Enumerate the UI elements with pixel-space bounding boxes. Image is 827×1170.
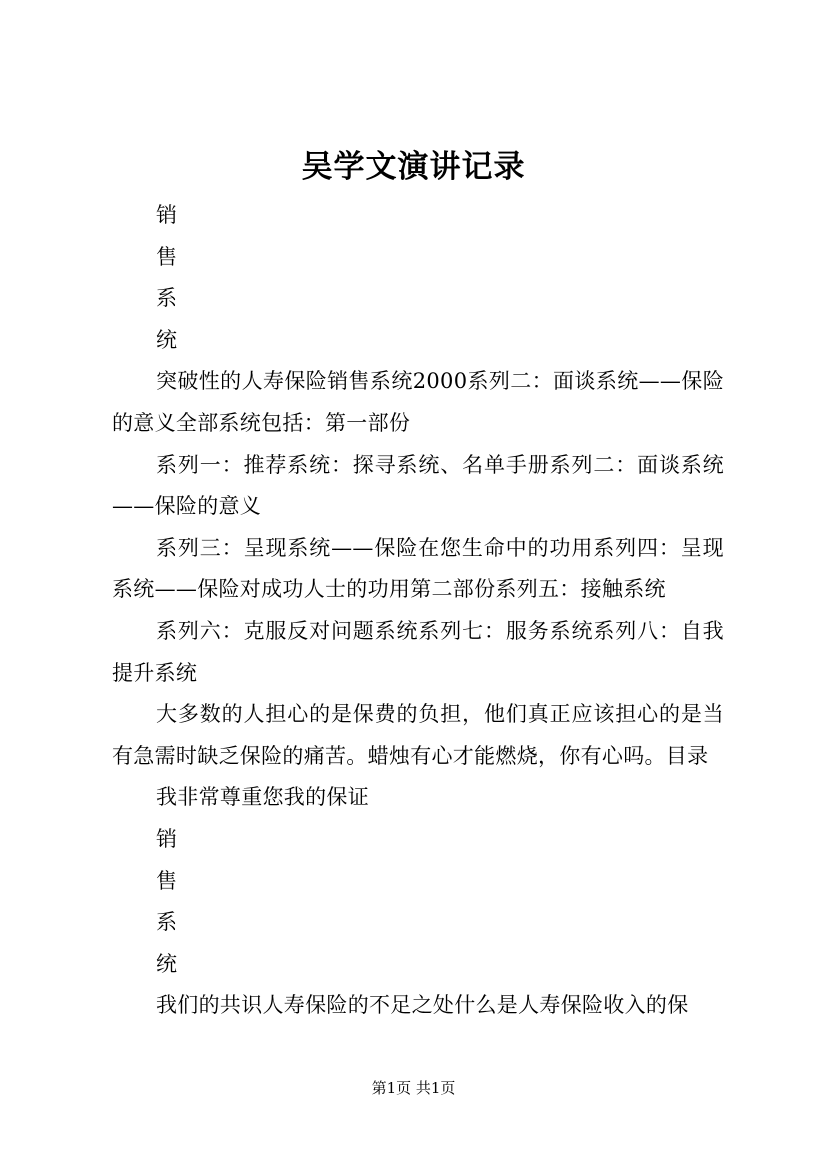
paragraph: 销: [156, 203, 178, 227]
paragraph: 系列一：推荐系统：探寻系统、名单手册系列二：面谈系统——保险的意义: [112, 452, 724, 519]
paragraph: 突破性的人寿保险销售系统2000系列二：面谈系统——保险的意义全部系统包括：第一部份: [112, 369, 724, 435]
paragraph: 系: [156, 286, 178, 311]
page-footer: 第1页 共1页: [371, 1079, 456, 1097]
paragraph: 统: [156, 951, 178, 976]
paragraph: 售: [156, 868, 178, 893]
document-body: [112, 195, 724, 1027]
paragraph: 系列三：呈现系统——保险在您生命中的功用系列四：呈现系统——保险对成功人士的功用第二部份系列五：接触系统: [112, 535, 724, 602]
paragraph: 系: [156, 910, 178, 935]
document-title: 吴学文演讲记录: [301, 149, 526, 185]
paragraph: 系列六：克服反对问题系统系列七：服务系统系列八：自我提升系统: [112, 618, 724, 685]
paragraph: 销: [156, 826, 178, 851]
paragraph: 售: [156, 244, 178, 269]
paragraph: 我们的共识人寿保险的不足之处什么是人寿保险收入的保: [156, 993, 689, 1018]
paragraph: 大多数的人担心的是保费的负担，他们真正应该担心的是当有急需时缺乏保险的痛苦。蜡烛有心才能燃烧，你有心吗。目录: [112, 702, 724, 768]
paragraph: 我非常尊重您我的保证: [156, 785, 369, 810]
paragraph: 统: [156, 327, 178, 352]
